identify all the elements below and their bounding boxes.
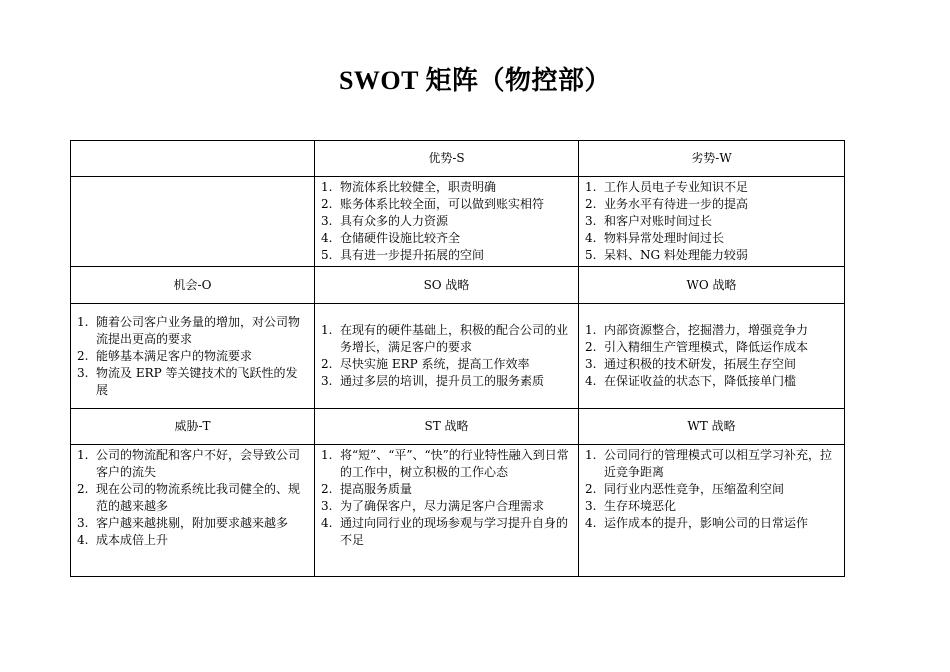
opportunities-list bbox=[77, 314, 308, 399]
item-number: 3. bbox=[77, 516, 89, 530]
opportunities-item bbox=[77, 314, 308, 348]
item-number: 1. bbox=[77, 314, 89, 329]
wo-item bbox=[585, 373, 838, 390]
wt-item bbox=[585, 498, 838, 515]
item-number: 3. bbox=[77, 365, 89, 380]
item-number: 5. bbox=[321, 248, 333, 262]
item-text: 能够基本满足客户的物流要求 bbox=[96, 348, 253, 363]
wt-item bbox=[585, 447, 838, 481]
item-number: 1. bbox=[321, 323, 333, 337]
strengths-item bbox=[321, 247, 572, 264]
item-text: 客户越来越挑剔，附加要求越来越多 bbox=[96, 516, 289, 530]
item-text: 具有众多的人力资源 bbox=[340, 214, 449, 228]
item-text: 具有进一步提升拓展的空间 bbox=[340, 248, 485, 262]
empty-corner-cell bbox=[71, 141, 315, 177]
item-text: 通过多层的培训，提升员工的服务素质 bbox=[340, 374, 545, 388]
threats-item bbox=[77, 481, 308, 515]
so-strategy-cell bbox=[315, 304, 579, 409]
swot-matrix bbox=[70, 140, 845, 577]
opportunities-cell bbox=[71, 304, 315, 409]
threats-item bbox=[77, 447, 308, 481]
opportunities-item bbox=[77, 365, 308, 399]
threats-list bbox=[77, 447, 308, 549]
so-item bbox=[321, 322, 572, 356]
item-text: 公司的物流配和客户不好，会导致公司客户的流失 bbox=[96, 448, 301, 479]
item-text: 公司同行的管理模式可以相互学习补充，拉近竞争距离 bbox=[604, 448, 833, 479]
item-number: 1. bbox=[585, 180, 597, 194]
item-text: 随着公司客户业务量的增加，对公司物流提出更高的要求 bbox=[96, 314, 301, 346]
item-text: 为了确保客户，尽力满足客户合理需求 bbox=[340, 499, 545, 513]
item-text: 通过积极的技术研发，拓展生存空间 bbox=[604, 357, 797, 371]
so-strategy-list bbox=[321, 322, 572, 390]
strengths-item bbox=[321, 230, 572, 247]
wo-strategy-cell bbox=[579, 304, 845, 409]
strengths-header: 优势-S bbox=[315, 141, 579, 177]
strengths-item bbox=[321, 179, 572, 196]
item-number: 4. bbox=[77, 533, 89, 547]
item-number: 2. bbox=[77, 482, 89, 496]
wt-strategy-header: WT 战略 bbox=[579, 409, 845, 445]
item-number: 3. bbox=[321, 499, 333, 513]
threats-cell bbox=[71, 445, 315, 577]
opportunities-header: 机会-O bbox=[71, 267, 315, 304]
item-text: 物流及 ERP 等关键技术的飞跃性的发展 bbox=[96, 365, 298, 397]
weaknesses-list bbox=[585, 179, 838, 264]
item-text: 将“短”、“平”、“快”的行业特性融入到日常的工作中，树立积极的工作心态 bbox=[340, 448, 569, 479]
threats-item bbox=[77, 532, 308, 549]
item-text: 内部资源整合，挖掘潜力，增强竞争力 bbox=[604, 323, 809, 337]
page-title: SWOT 矩阵（物控部） bbox=[338, 66, 612, 95]
item-number: 5. bbox=[585, 248, 597, 262]
wt-item bbox=[585, 481, 838, 498]
wo-item bbox=[585, 356, 838, 373]
item-number: 4. bbox=[585, 374, 597, 388]
item-number: 2. bbox=[321, 482, 333, 496]
weaknesses-cell bbox=[579, 177, 845, 267]
item-text: 尽快实施 ERP 系统，提高工作效率 bbox=[340, 357, 530, 371]
wo-strategy-list bbox=[585, 322, 838, 390]
st-item bbox=[321, 498, 572, 515]
item-text: 物料异常处理时间过长 bbox=[604, 231, 725, 245]
item-number: 3. bbox=[585, 214, 597, 228]
st-item bbox=[321, 447, 572, 481]
strengths-item bbox=[321, 196, 572, 213]
item-text: 仓储硬件设施比较齐全 bbox=[340, 231, 461, 245]
item-number: 2. bbox=[585, 197, 597, 211]
item-text: 生存环境恶化 bbox=[604, 499, 677, 513]
item-number: 4. bbox=[585, 516, 597, 530]
item-number: 2. bbox=[321, 197, 333, 211]
item-text: 在现有的硬件基础上，积极的配合公司的业务增长，满足客户的要求 bbox=[340, 323, 569, 354]
item-number: 3. bbox=[321, 374, 333, 388]
item-text: 成本成倍上升 bbox=[96, 533, 169, 547]
weaknesses-item bbox=[585, 230, 838, 247]
st-strategy-cell bbox=[315, 445, 579, 577]
item-text: 账务体系比较全面，可以做到账实相符 bbox=[340, 197, 545, 211]
item-text: 提高服务质量 bbox=[340, 482, 413, 496]
item-text: 物流体系比较健全，职责明确 bbox=[340, 180, 497, 194]
item-number: 2. bbox=[321, 357, 333, 371]
strengths-item bbox=[321, 213, 572, 230]
weaknesses-item bbox=[585, 247, 838, 264]
wo-item bbox=[585, 339, 838, 356]
threats-header: 威胁-T bbox=[71, 409, 315, 445]
item-text: 工作人员电子专业知识不足 bbox=[604, 180, 749, 194]
empty-left-cell bbox=[71, 177, 315, 267]
item-text: 业务水平有待进一步的提高 bbox=[604, 197, 749, 211]
weaknesses-item bbox=[585, 196, 838, 213]
item-number: 2. bbox=[585, 340, 597, 354]
item-number: 1. bbox=[585, 448, 597, 462]
item-text: 通过向同行业的现场参观与学习提升自身的不足 bbox=[340, 516, 569, 547]
item-number: 3. bbox=[585, 357, 597, 371]
wo-strategy-header: WO 战略 bbox=[579, 267, 845, 304]
weaknesses-item bbox=[585, 179, 838, 196]
wt-strategy-cell bbox=[579, 445, 845, 577]
item-number: 4. bbox=[321, 231, 333, 245]
item-number: 3. bbox=[321, 214, 333, 228]
item-text: 呆料、NG 料处理能力较弱 bbox=[604, 248, 748, 262]
item-text: 现在公司的物流系统比我司健全的、规范的越来越多 bbox=[96, 482, 301, 513]
item-number: 4. bbox=[585, 231, 597, 245]
strengths-list bbox=[321, 179, 572, 264]
item-number: 1. bbox=[77, 448, 89, 462]
item-number: 1. bbox=[321, 448, 333, 462]
strengths-cell bbox=[315, 177, 579, 267]
item-text: 引入精细生产管理模式，降低运作成本 bbox=[604, 340, 809, 354]
weaknesses-item bbox=[585, 213, 838, 230]
item-text: 和客户对账时间过长 bbox=[604, 214, 713, 228]
wt-strategy-list bbox=[585, 447, 838, 532]
item-text: 同行业内恶性竞争，压缩盈利空间 bbox=[604, 482, 785, 496]
weaknesses-header: 劣势-W bbox=[579, 141, 845, 177]
so-item bbox=[321, 373, 572, 390]
item-number: 3. bbox=[585, 499, 597, 513]
st-strategy-header: ST 战略 bbox=[315, 409, 579, 445]
item-number: 1. bbox=[321, 180, 333, 194]
item-text: 在保证收益的状态下，降低接单门槛 bbox=[604, 374, 797, 388]
so-item bbox=[321, 356, 572, 373]
item-number: 1. bbox=[585, 323, 597, 337]
st-item bbox=[321, 481, 572, 498]
threats-item bbox=[77, 515, 308, 532]
item-number: 2. bbox=[77, 348, 89, 363]
st-strategy-list bbox=[321, 447, 572, 549]
item-number: 2. bbox=[585, 482, 597, 496]
so-strategy-header: SO 战略 bbox=[315, 267, 579, 304]
wo-item bbox=[585, 322, 838, 339]
wt-item bbox=[585, 515, 838, 532]
st-item bbox=[321, 515, 572, 549]
item-text: 运作成本的提升，影响公司的日常运作 bbox=[604, 516, 809, 530]
item-number: 4. bbox=[321, 516, 333, 530]
opportunities-item bbox=[77, 348, 308, 365]
